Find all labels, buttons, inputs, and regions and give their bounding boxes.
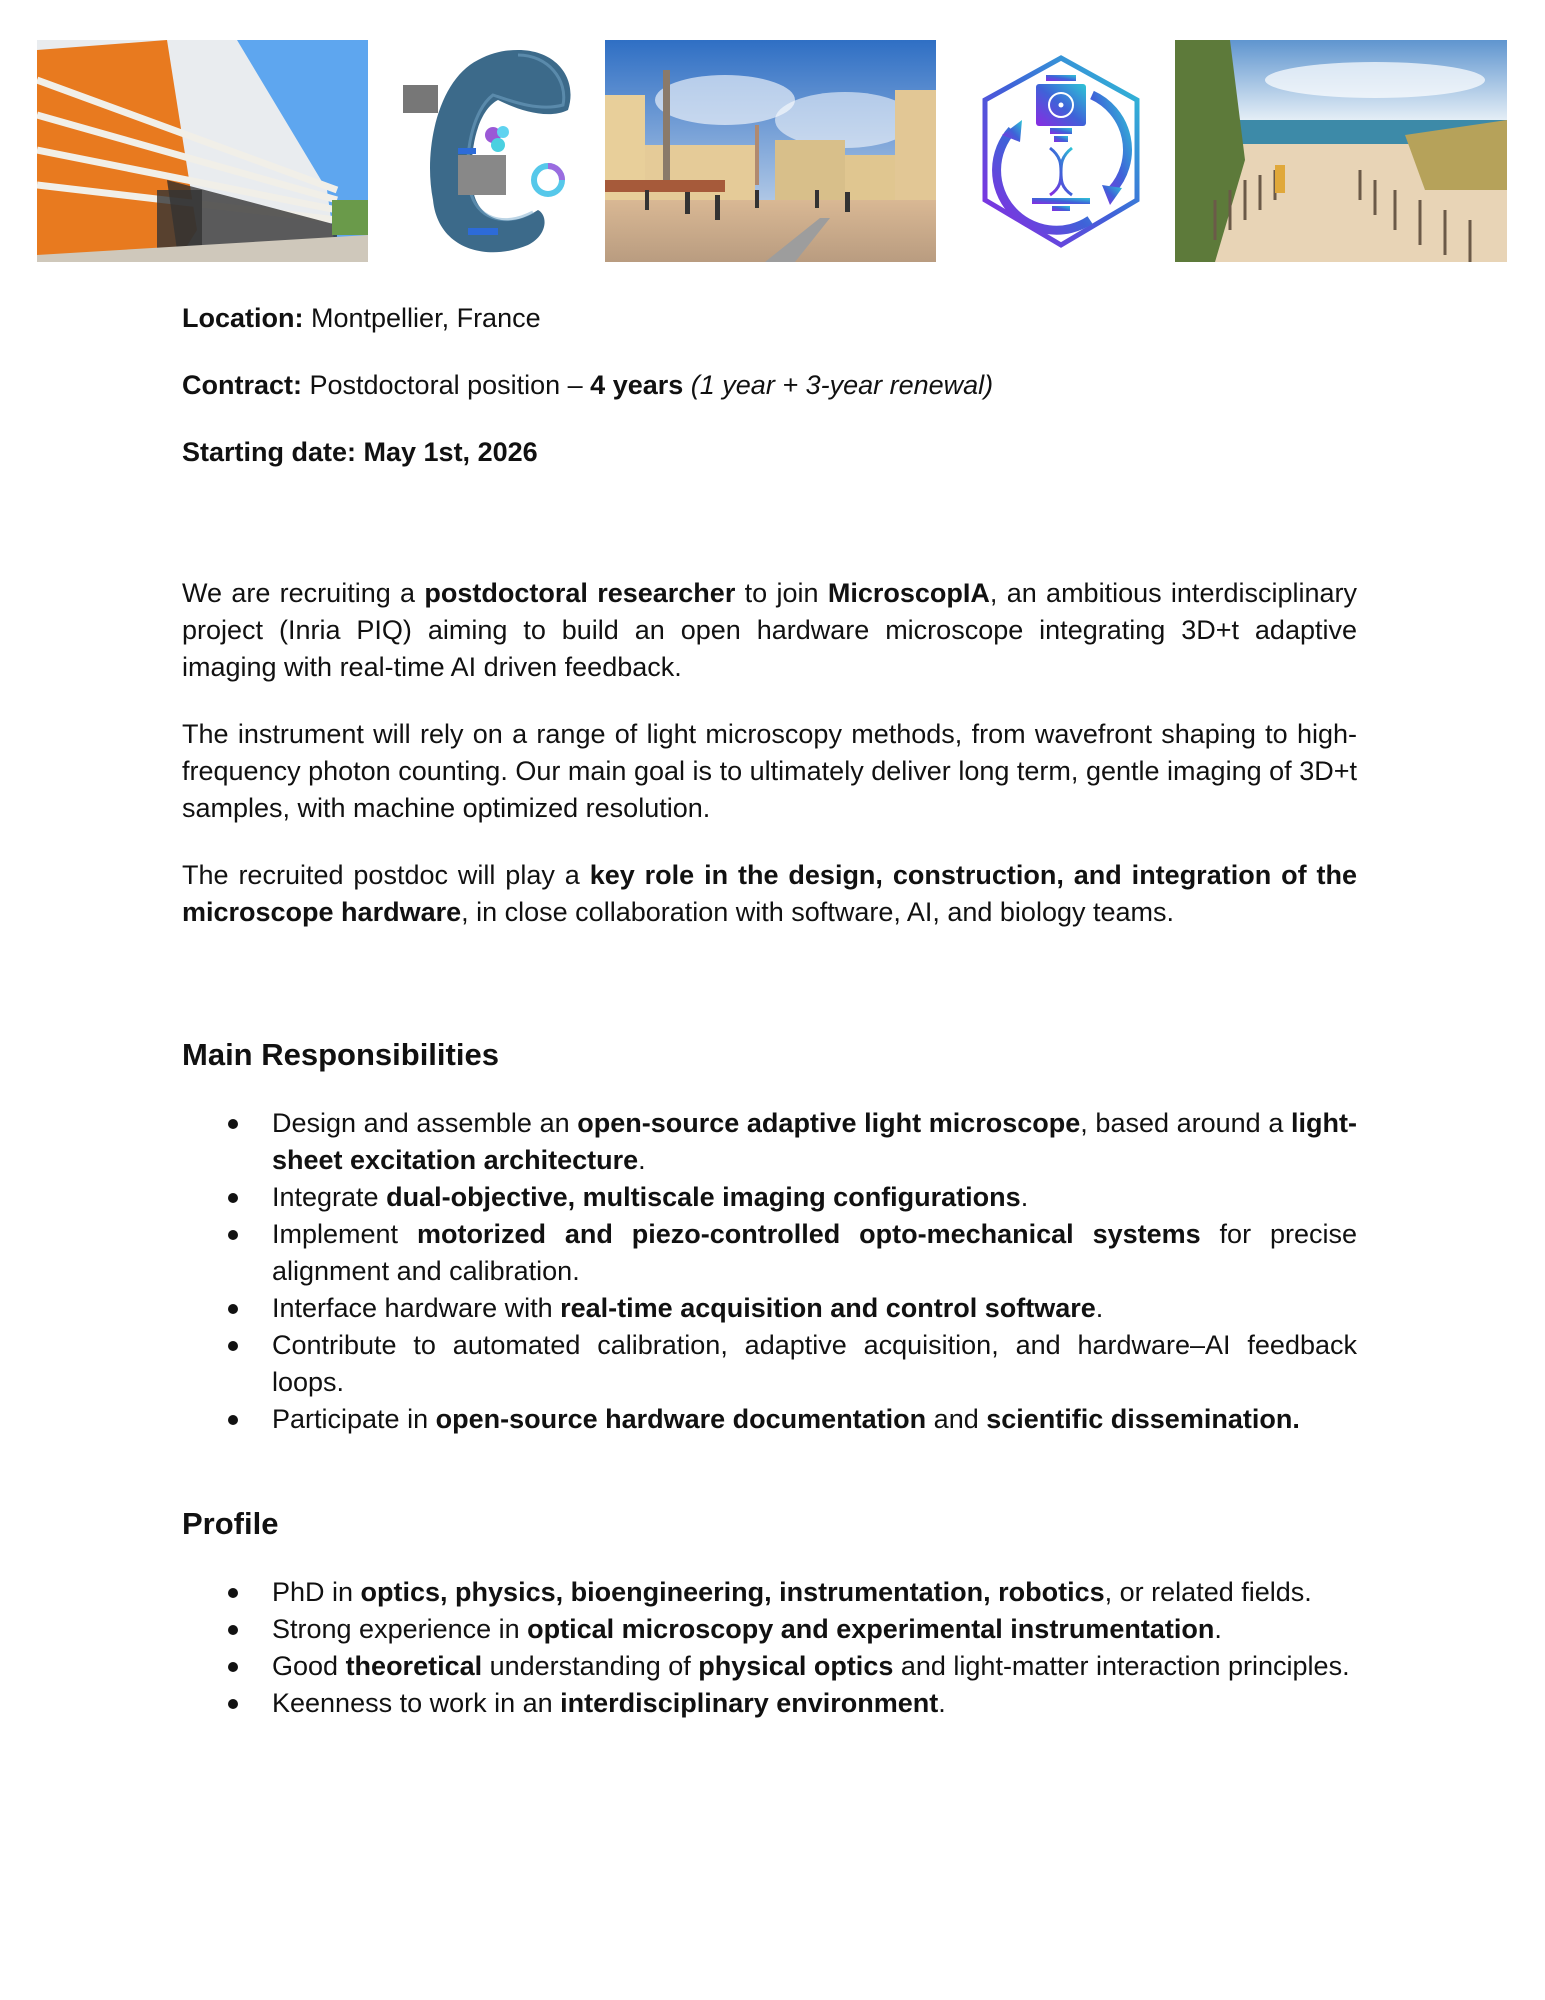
list-item [182, 1327, 1357, 1401]
body-text: The recruited postdoc will play a [182, 860, 590, 890]
body-text: , an ambitious interdisciplinary project (Inria PIQ) aiming to build an open hardware microscope integrating 3D+t adaptive imaging with real-time AI driven feedback. [182, 578, 1357, 682]
starting-date-line [182, 434, 1357, 501]
responsibilities-list [182, 1105, 1357, 1438]
emphasis-text: scientific dissemination. [986, 1404, 1300, 1434]
embryo-visualization [398, 40, 584, 262]
bullet-icon [228, 1662, 238, 1672]
body-text: Design and assemble an [272, 1108, 578, 1138]
emphasis-text: dual-objective, multiscale imaging configurations [386, 1182, 1021, 1212]
bullet-icon [228, 1588, 238, 1598]
emphasis-text: optical microscopy and experimental instrumentation [527, 1614, 1215, 1644]
intro-paragraph-1 [182, 575, 1357, 686]
bullet-icon [228, 1230, 238, 1240]
list-item [182, 1401, 1357, 1438]
body-text: and light-matter interaction principles. [893, 1651, 1350, 1681]
contract-label: Contract: [182, 370, 302, 400]
body-text: , or related fields. [1104, 1577, 1312, 1607]
contract-duration: 4 years [590, 370, 684, 400]
starting-date: Starting date: May 1st, 2026 [182, 437, 538, 467]
contract-note: (1 year + 3-year renewal) [690, 370, 994, 400]
emphasis-text: motorized and piezo-controlled opto-mechanical systems [416, 1219, 1201, 1249]
bullet-icon [228, 1625, 238, 1635]
bullet-icon [228, 1119, 238, 1129]
body-text: Integrate [272, 1182, 387, 1212]
emphasis-text: physical optics [698, 1651, 894, 1681]
body-text: to join [735, 578, 828, 608]
emphasis-text: real-time acquisition and control software [560, 1293, 1096, 1323]
body-text: , based around a [1080, 1108, 1291, 1138]
contract-line [182, 367, 1357, 434]
emphasis-text: interdisciplinary environment [560, 1688, 939, 1718]
responsibilities-heading: Main Responsibilities [182, 1037, 499, 1072]
location-line [182, 300, 1357, 367]
body-text: Interface hardware with [272, 1293, 561, 1323]
intro-paragraph-3 [182, 857, 1357, 931]
body-text: Implement [272, 1219, 417, 1249]
emphasis-text: light-sheet excitation architecture [272, 1108, 1357, 1175]
emphasis-text: postdoctoral researcher [424, 578, 736, 608]
list-item [182, 1685, 1357, 1722]
body-text: for precise alignment and calibration. [272, 1219, 1357, 1286]
body-text: Keenness to work in an [272, 1688, 561, 1718]
body-text: . [1095, 1293, 1104, 1323]
location-label: Location: [182, 303, 304, 333]
emphasis-text: key role in the design, construction, and integration of the microscope hardware [182, 860, 1357, 927]
intro-paragraph-2: The instrument will rely on a range of light microscopy methods, from wavefront shaping to high-frequency photon counting. Our main goal is to ultimately deliver long term, gentle imaging of 3D+t samples, with machine optimized resolution. [182, 719, 1357, 823]
profile-heading: Profile [182, 1506, 279, 1541]
list-item [182, 1216, 1357, 1290]
emphasis-text: MicroscopIA [827, 578, 990, 608]
bullet-icon [228, 1415, 238, 1425]
list-item [182, 1290, 1357, 1327]
list-item [182, 1574, 1357, 1611]
body-text: . [638, 1145, 646, 1175]
body-text: . [1020, 1182, 1029, 1212]
body-text: and [926, 1404, 987, 1434]
emphasis-text: optics, physics, bioengineering, instrumentation, robotics [360, 1577, 1105, 1607]
list-item [182, 1105, 1357, 1179]
building-photo [37, 40, 368, 262]
bullet-icon [228, 1193, 238, 1203]
city-square-photo [605, 40, 936, 262]
body-text: Participate in [272, 1404, 436, 1434]
beach-photo [1175, 40, 1507, 262]
body-text: understanding of [482, 1651, 699, 1681]
job-posting-body [182, 300, 1357, 1722]
body-text: . [1214, 1614, 1222, 1644]
profile-list [182, 1574, 1357, 1722]
bullet-icon [228, 1341, 238, 1351]
microscopia-logo [972, 40, 1150, 262]
body-text: We are recruiting a [182, 578, 425, 608]
header-image-banner [0, 40, 1545, 262]
body-text: , in close collaboration with software, AI, and biology teams. [461, 897, 1175, 927]
bullet-icon [228, 1304, 238, 1314]
list-item [182, 1179, 1357, 1216]
body-text: . [938, 1688, 946, 1718]
body-text: Good [272, 1651, 346, 1681]
list-item [182, 1648, 1357, 1685]
location-value: Montpellier, France [303, 303, 541, 333]
body-text: PhD in [272, 1577, 361, 1607]
body-text: Strong experience in [272, 1614, 528, 1644]
contract-value: Postdoctoral position – [302, 370, 591, 400]
bullet-icon [228, 1699, 238, 1709]
list-item [182, 1611, 1357, 1648]
emphasis-text: open-source hardware documentation [435, 1404, 927, 1434]
emphasis-text: open-source adaptive light microscope [577, 1108, 1081, 1138]
body-text: Contribute to automated calibration, adaptive acquisition, and hardware–AI feedback loops. [272, 1330, 1357, 1397]
emphasis-text: theoretical [345, 1651, 483, 1681]
